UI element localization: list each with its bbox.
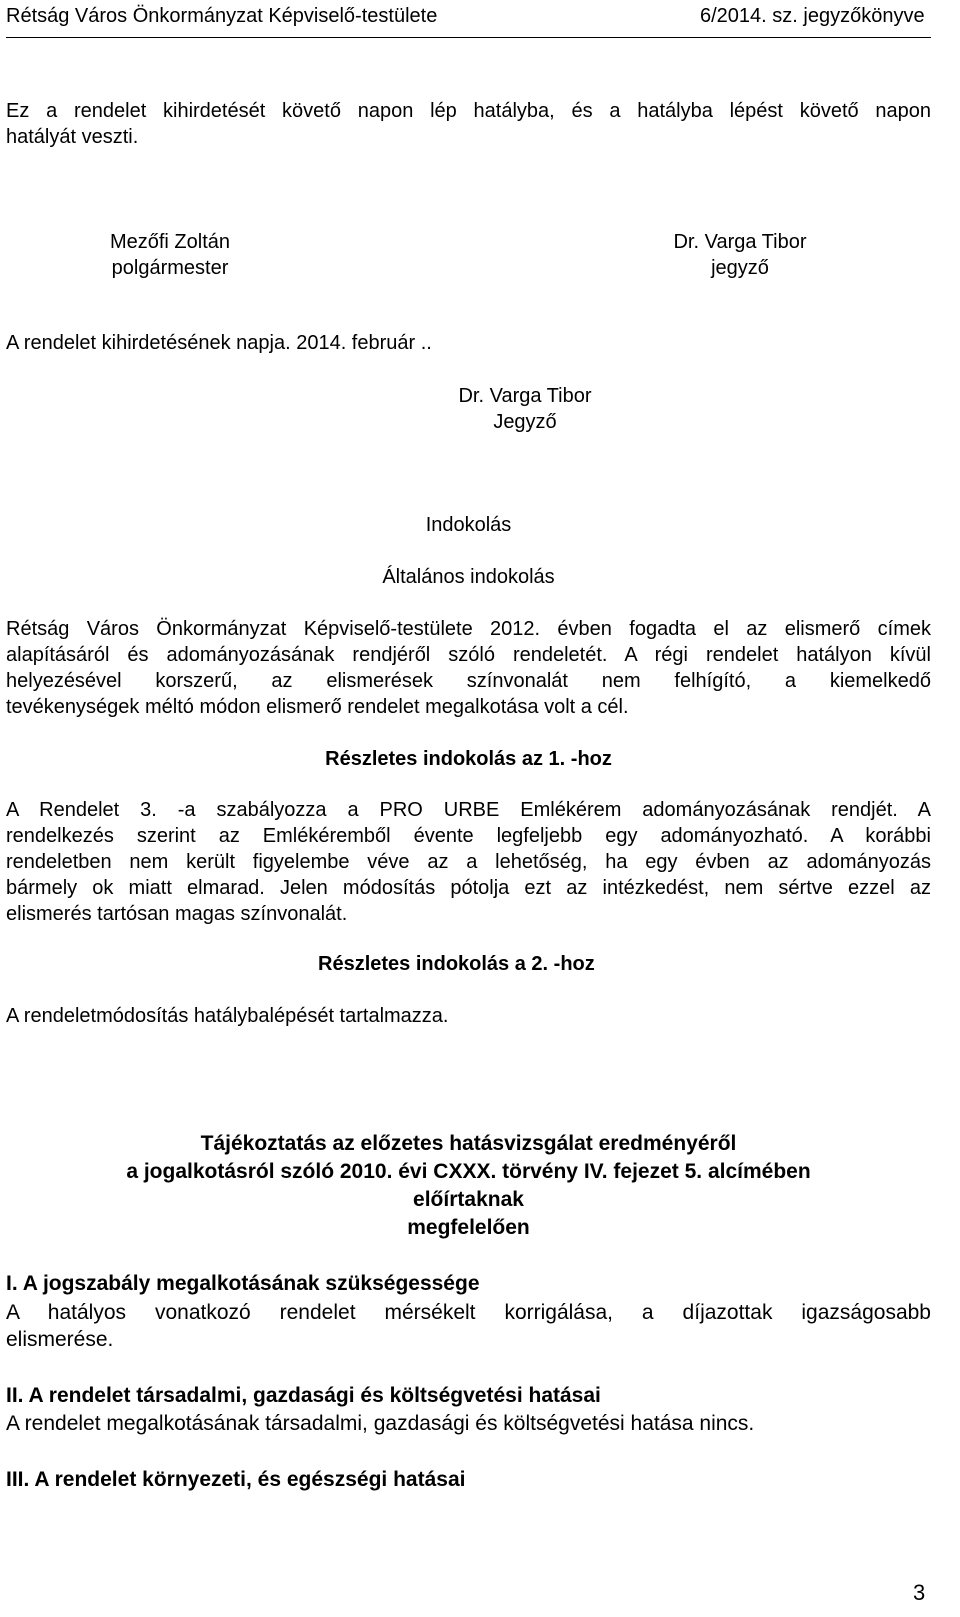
section-1-line: elismerése. bbox=[6, 1328, 114, 1351]
promulgation-date: A rendelet kihirdetésének napja. 2014. február .. bbox=[6, 332, 432, 354]
effect-line-2: hatályát veszti. bbox=[6, 126, 139, 148]
detail-1-line: rendeletben nem került figyelembe véve az a lehetőség, ha egy évben az adományozás bbox=[6, 851, 931, 873]
signature-notary-name: Dr. Varga Tibor bbox=[673, 231, 807, 253]
page-number: 3 bbox=[913, 1580, 926, 1605]
signature-mayor-name: Mezőfi Zoltán bbox=[109, 231, 231, 253]
section-3-title: III. A rendelet környezeti, és egészségi hatásai bbox=[6, 1468, 466, 1491]
promulgation-name: Dr. Varga Tibor bbox=[458, 385, 592, 407]
section-1-title: I. A jogszabály megalkotásának szükségessége bbox=[6, 1272, 480, 1295]
promulgation-title: Jegyző bbox=[493, 411, 557, 433]
effect-line-1: Ez a rendelet kihirdetését követő napon lép hatályba, és a hatályba lépést követő napon bbox=[6, 100, 931, 122]
detail-1-title: Részletes indokolás az 1. -hoz bbox=[325, 748, 612, 770]
justification-title: Indokolás bbox=[425, 514, 512, 536]
impact-title-line: előírtaknak bbox=[413, 1188, 524, 1211]
detail-2-text: A rendeletmódosítás hatálybalépését tartalmazza. bbox=[6, 1005, 449, 1027]
section-1-line: A hatályos vonatkozó rendelet mérsékelt korrigálása, a díjazottak igazságosabb bbox=[6, 1301, 931, 1324]
general-justification-title: Általános indokolás bbox=[382, 566, 555, 588]
general-justification-line: alapításáról és adományozásának rendjéről szóló rendeletét. A régi rendelet hatályon kívül bbox=[6, 644, 931, 666]
detail-1-line: A Rendelet 3. -a szabályozza a PRO URBE Emlékérem adományozásának rendjét. A bbox=[6, 799, 931, 821]
header-title: Rétság Város Önkormányzat Képviselő-testülete bbox=[6, 5, 438, 27]
general-justification-line: Rétság Város Önkormányzat Képviselő-testülete 2012. évben fogadta el az elismerő címek bbox=[6, 618, 931, 640]
detail-1-line: bármely ok miatt elmarad. Jelen módosítás pótolja ezt az intézkedést, nem sértve ezzel az bbox=[6, 877, 931, 899]
signature-mayor-title: polgármester bbox=[111, 257, 229, 279]
section-2-text: A rendelet megalkotásának társadalmi, gazdasági és költségvetési hatása nincs. bbox=[6, 1412, 755, 1435]
impact-title-line: Tájékoztatás az előzetes hatásvizsgálat eredményéről bbox=[200, 1132, 737, 1155]
detail-1-line: rendelkezés szerint az Emlékéremből évente legfeljebb egy adományozható. A korábbi bbox=[6, 825, 931, 847]
general-justification-line: tevékenységek méltó módon elismerő rendelet megalkotása volt a cél. bbox=[6, 696, 629, 718]
header-minutes-number: 6/2014. sz. jegyzőkönyve bbox=[700, 5, 925, 27]
header-rule bbox=[6, 37, 931, 38]
signature-notary-title: jegyző bbox=[711, 257, 769, 279]
detail-1-line: elismerés tartósan magas színvonalát. bbox=[6, 903, 348, 925]
impact-title-line: megfelelően bbox=[407, 1216, 530, 1239]
section-2-title: II. A rendelet társadalmi, gazdasági és költségvetési hatásai bbox=[6, 1384, 601, 1407]
general-justification-line: helyezésével korszerű, az elismerések színvonalát nem felhígító, a kiemelkedő bbox=[6, 670, 931, 692]
detail-2-title: Részletes indokolás a 2. -hoz bbox=[318, 953, 595, 975]
impact-title-line: a jogalkotásról szóló 2010. évi CXXX. törvény IV. fejezet 5. alcímében bbox=[126, 1160, 811, 1183]
